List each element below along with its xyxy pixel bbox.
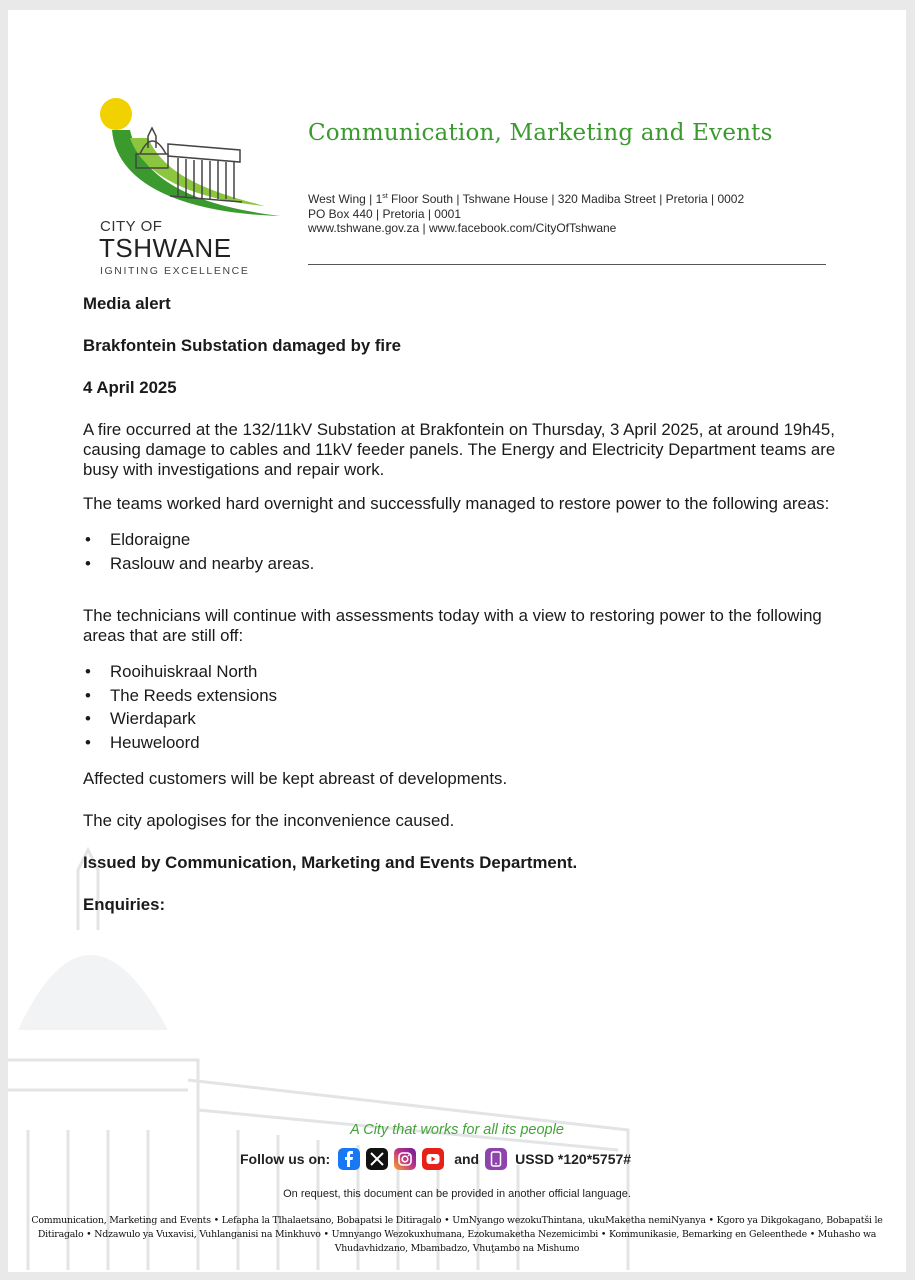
list-item: • Wierdapark	[83, 707, 843, 731]
tshwane-house-emblem	[90, 88, 290, 223]
address-line-1: West Wing | 1st Floor South | Tshwane House | 320 Madiba Street | Pretoria | 0002	[308, 192, 745, 206]
outstanding-areas-list	[83, 660, 843, 754]
and-label: and	[454, 1151, 480, 1167]
enquiries-label: Enquiries:	[83, 895, 166, 914]
header-divider	[308, 264, 826, 265]
language-request-note: On request, this document can be provided in another official language.	[283, 1188, 631, 1200]
social-bar	[240, 1144, 631, 1174]
address-line-3[interactable]: www.tshwane.gov.za | www.facebook.com/CityOfTshwane	[308, 221, 617, 235]
paragraph-customers: Affected customers will be kept abreast of developments.	[83, 769, 508, 788]
instagram-icon[interactable]	[394, 1148, 416, 1170]
facebook-icon[interactable]	[338, 1148, 360, 1170]
list-item: • Eldoraigne	[83, 528, 843, 552]
city-slogan: A City that works for all its people	[350, 1122, 564, 1138]
multilingual-department-names: Communication, Marketing and Events • Lefapha la Tlhalaetsano, Bobapatsi le Ditiragalo • UmNyango wezokuThintana, ukuMaketha nemiNyanya • Kgoro ya Dikgokagano, Bobapatši le Ditiragalo • Ndzawulo ya Vuxavisi, Vuhlanganisi na Minkhuvo • Umnyango Wezokuxhumana, Ezokumaketha Nezemicimbi • Kommunikasie, Bemarking en Geleenthede • Muhasho wa Vhudavhidzano, Mbambadzo, Vhuṱambo na Mishumo	[31, 1215, 883, 1254]
logo-tagline: IGNITING EXCELLENCE	[100, 265, 250, 277]
restored-areas-list	[83, 528, 843, 575]
logo-city-name: TSHWANE	[99, 233, 232, 263]
paragraph-restored: The teams worked hard overnight and successfully managed to restore power to the following areas:	[83, 494, 830, 513]
list-item: • The Reeds extensions	[83, 684, 843, 708]
headline: Brakfontein Substation damaged by fire	[83, 336, 401, 355]
address-block	[308, 192, 744, 236]
document-page	[8, 10, 906, 1272]
release-date: 4 April 2025	[83, 378, 177, 397]
issued-by: Issued by Communication, Marketing and Events Department.	[83, 853, 578, 872]
ussd-code: USSD *120*5757#	[515, 1151, 632, 1167]
list-item: • Heuweloord	[83, 731, 843, 755]
youtube-icon[interactable]	[422, 1148, 444, 1170]
logo-city-of: CITY OF	[100, 218, 163, 235]
phone-icon	[485, 1148, 507, 1170]
paragraph-apology: The city apologises for the inconvenience caused.	[83, 811, 455, 830]
paragraph-technicians: The technicians will continue with assessments today with a view to restoring power to the following areas that are still off:	[83, 606, 822, 645]
document-body	[83, 294, 843, 915]
city-of-tshwane-logo	[90, 88, 290, 283]
paragraph-incident: A fire occurred at the 132/11kV Substation at Brakfontein on Thursday, 3 April 2025, at around 19h45, causing damage to cables and 11kV feeder panels. The Energy and Electricity Department teams are busy with investigations and repair work.	[83, 420, 836, 479]
address-line-2: PO Box 440 | Pretoria | 0001	[308, 206, 461, 221]
x-icon[interactable]	[366, 1148, 388, 1170]
list-item: • Raslouw and nearby areas.	[83, 552, 843, 576]
alert-type: Media alert	[83, 294, 171, 313]
department-title: Communication, Marketing and Events	[308, 120, 773, 146]
list-item: • Rooihuiskraal North	[83, 660, 843, 684]
follow-label: Follow us on:	[240, 1151, 331, 1167]
